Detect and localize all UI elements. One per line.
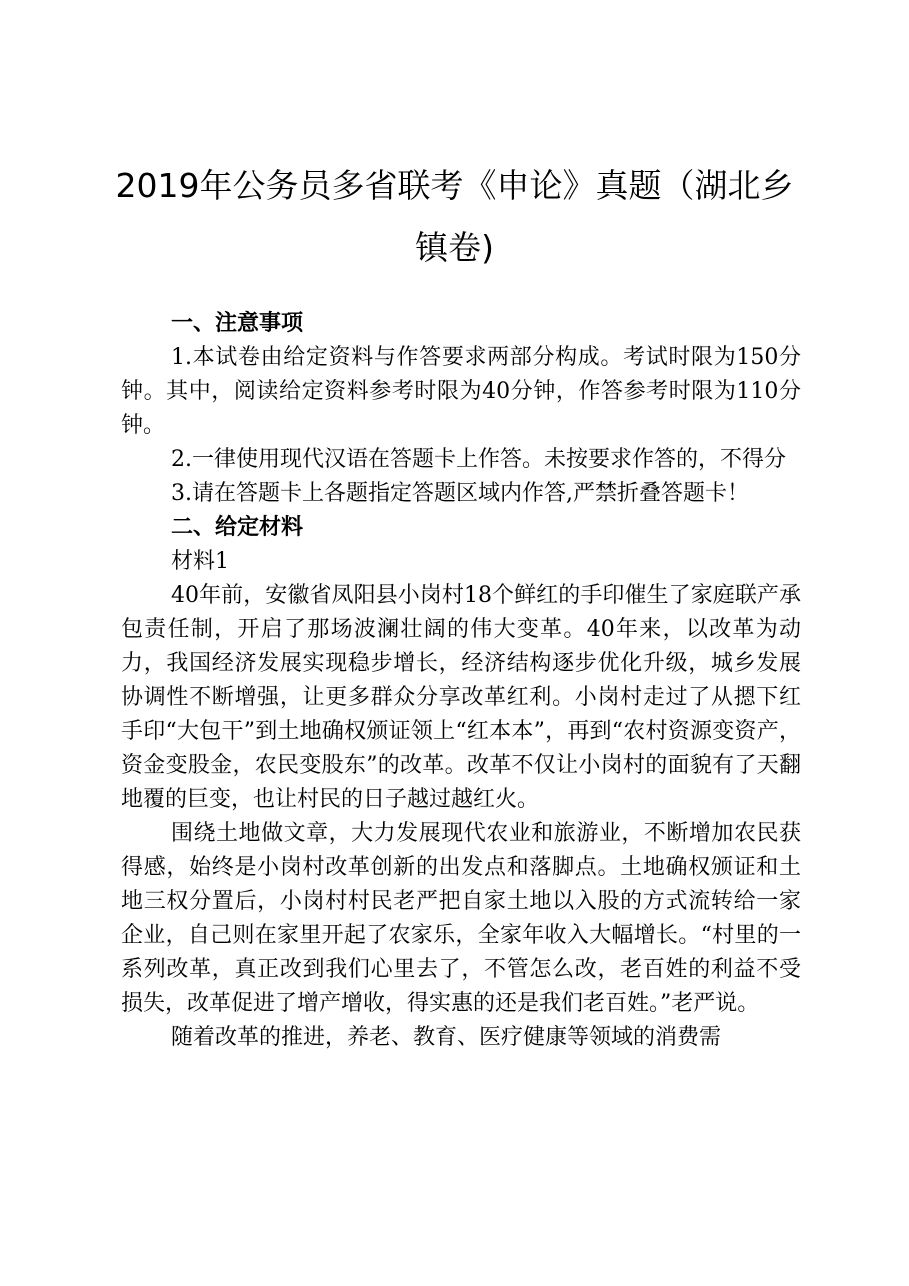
note-item: 1.本试卷由给定资料与作答要求两部分构成。考试时限为150分钟。其中，阅读给定资料参考时限为40分钟，作答参考时限为110分钟。 [121,345,801,438]
material-paragraph: 随着改革的推进，养老、教育、医疗健康等领域的消费需 [171,1025,722,1050]
note-item: 3.请在答题卡上各题指定答题区域内作答,严禁折叠答题卡！ [171,481,749,506]
material-paragraph: 40年前，安徽省凤阳县小岗村18个鲜红的手印催生了家庭联产承包责任制，开启了那场波澜壮阔的伟大变革。40年来，以改革为动力，我国经济发展实现稳步增长，经济结构逐步优化升级，城乡发展协调性不断增强，让更多群众分享改革红利。小岗村走过了从摁下红手印“大包干”到土地确权颁证领上“红本本”，再到“农村资源变资产，资金变股金，农民变股东”的改革。改革不仅让小岗村的面貌有了天翻地覆的巨变，也让村民的日子越过越红火。 [121,583,801,812]
document-title: 2019年公务员多省联考《申论》真题（湖北乡镇卷) [115,166,794,267]
section-heading-materials: 二、给定材料 [171,515,304,540]
section-heading-notes: 一、注意事项 [171,311,304,336]
material-paragraph: 围绕土地做文章，大力发展现代农业和旅游业，不断增加农民获得感，始终是小岗村改革创新的出发点和落脚点。土地确权颁证和土地三权分置后，小岗村村民老严把自家土地以入股的方式流转给一家企业，自己则在家里开起了农家乐，全家年收入大幅增长。“村里的一系列改革，真正改到我们心里去了，不管怎么改，老百姓的利益不受损失，改革促进了增产增收，得实惠的还是我们老百姓。”老严说。 [121,821,801,1016]
note-item: 2.一律使用现代汉语在答题卡上作答。未按要求作答的，不得分 [171,447,786,472]
document-body [121,307,801,1055]
material-label: 材料1 [171,549,229,574]
